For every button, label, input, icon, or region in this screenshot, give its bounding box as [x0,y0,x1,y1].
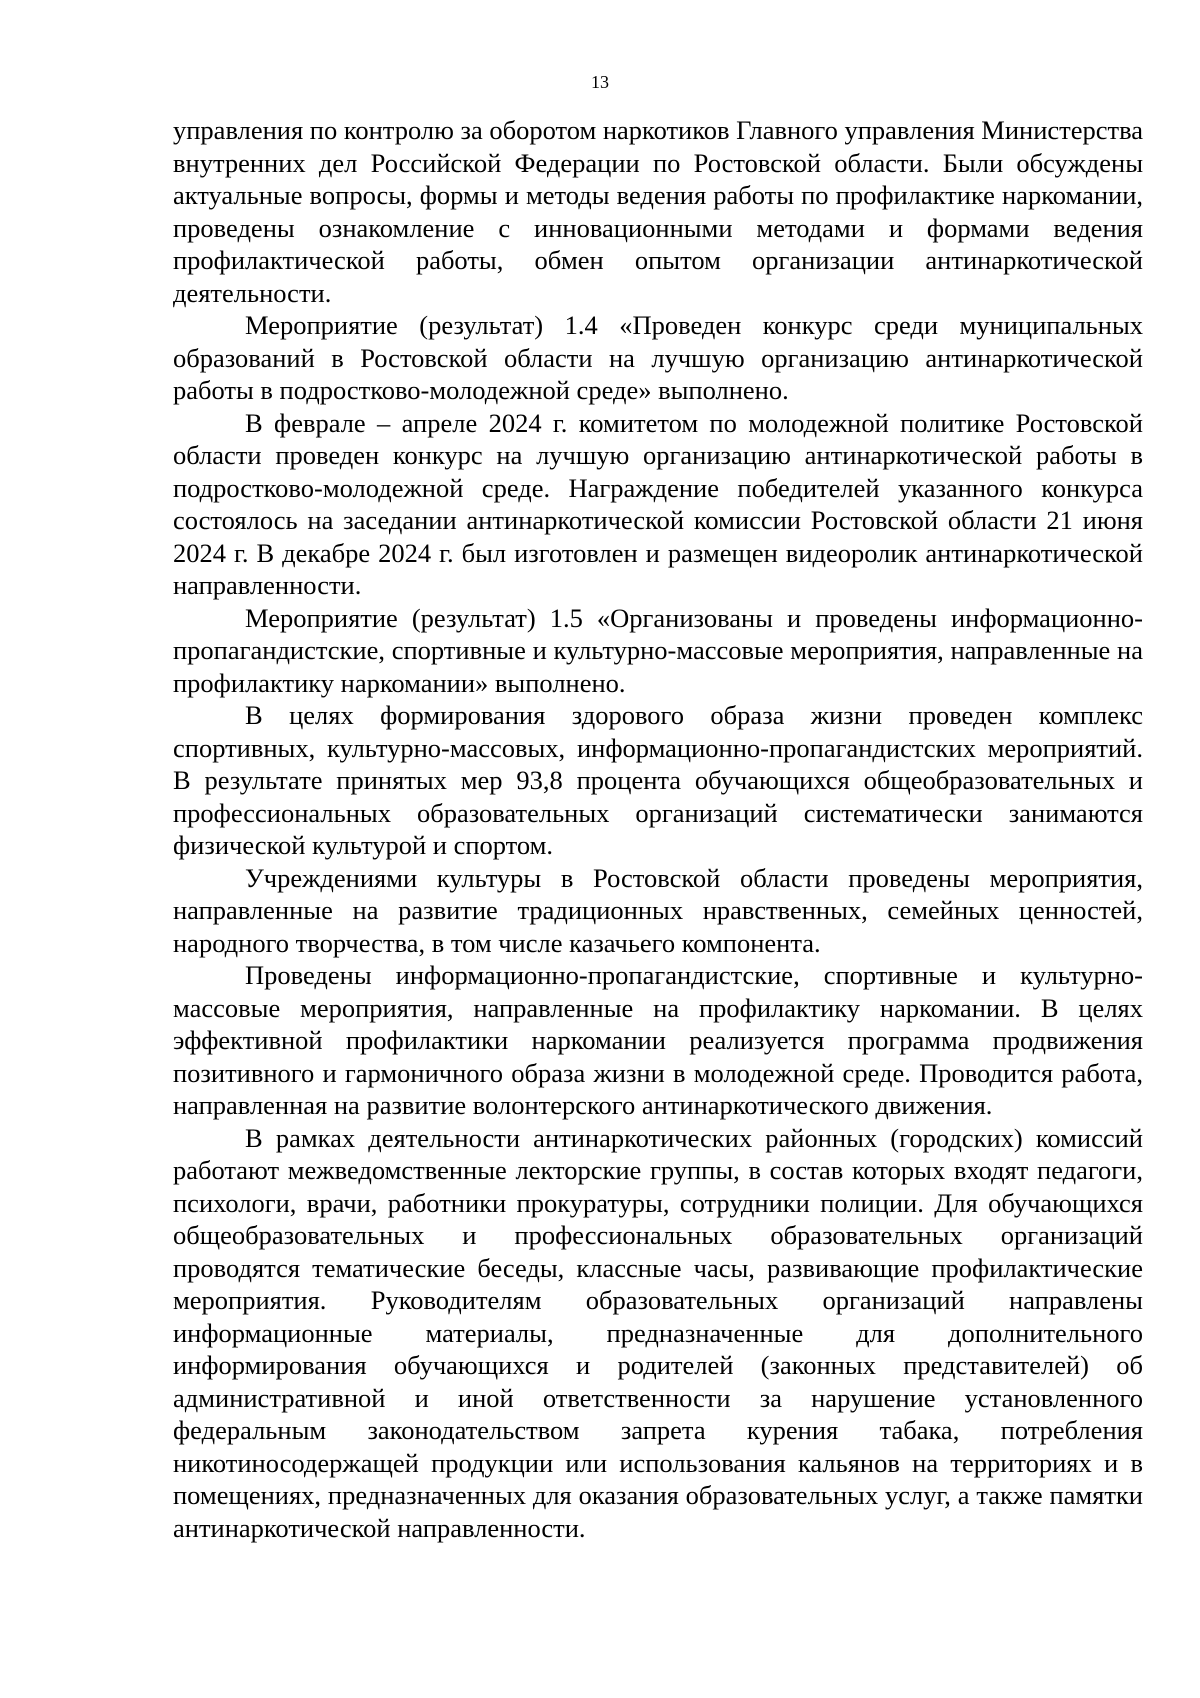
paragraph-commissions: В рамках деятельности антинаркотических районных (городских) комиссий работают межведомственные лекторские группы, в состав которых входят педагоги, психологи, врачи, работники прокуратуры, сотрудники полиции. Для обучающихся общеобразовательных и профессиональных образовательных организаций проводятся тематические беседы, классные часы, развивающие профилактические мероприятия. Руководителям образовательных организаций направлены информационные материалы, предназначенные для дополнительного информирования обучающихся и родителей (законных представителей) об административной и иной ответственности за нарушение установленного федеральным законодательством запрета курения табака, потребления никотиносодержащей продукции или использования кальянов на территориях и в помещениях, предназначенных для оказания образовательных услуг, а также памятки антинаркотической направленности. [173,1122,1143,1543]
paragraph-continued: управления по контролю за оборотом наркотиков Главного управления Министерства внутренних дел Российской Федерации по Ростовской области. Были обсуждены актуальные вопросы, формы и методы ведения работы по профилактике наркомании, проведены ознакомление с инновационными методами и формами ведения профилактической работы, обмен опытом организации антинаркотической деятельности. [173,115,1143,308]
paragraph-culture: Учреждениями культуры в Ростовской области проведены мероприятия, направленные на развитие традиционных нравственных, семейных ценностей, народного творчества, в том числе казачьего компонента. [173,862,1143,958]
paragraph-measure-1-4: Мероприятие (результат) 1.4 «Проведен конкурс среди муниципальных образований в Ростовской области на лучшую организацию антинаркотической работы в подростково-молодежной среде» выполнено. [173,310,1143,405]
paragraph-propaganda-events: Проведены информационно-пропагандистские, спортивные и культурно-массовые мероприятия, направленные на профилактику наркомании. В целях эффективной профилактики наркомании реализуется программа продвижения позитивного и гармоничного образа жизни в молодежной среде. Проводится работа, направленная на развитие волонтерского антинаркотического движения. [173,960,1143,1120]
paragraph-measure-1-5: Мероприятие (результат) 1.5 «Организованы и проведены информационно-пропагандистские, спортивные и культурно-массовые мероприятия, направленные на профилактику наркомании» выполнено. [173,602,1143,698]
document-body [173,114,1143,1544]
paragraph-contest: В феврале – апреле 2024 г. комитетом по молодежной политике Ростовской области проведен конкурс на лучшую организацию антинаркотической работы в подростково-молодежной среде. Награждение победителей указанного конкурса состоялось на заседании антинаркотической комиссии Ростовской области 21 июня 2024 г. В декабре 2024 г. был изготовлен и размещен видеоролик антинаркотической направленности. [173,407,1143,600]
page-number: 13 [591,72,609,92]
paragraph-healthy-lifestyle: В целях формирования здорового образа жизни проведен комплекс спортивных, культурно-массовых, информационно-пропагандистских мероприятий. В результате принятых мер 93,8 процента обучающихся общеобразовательных и профессиональных образовательных организаций систематически занимаются физической культурой и спортом. [173,700,1143,860]
